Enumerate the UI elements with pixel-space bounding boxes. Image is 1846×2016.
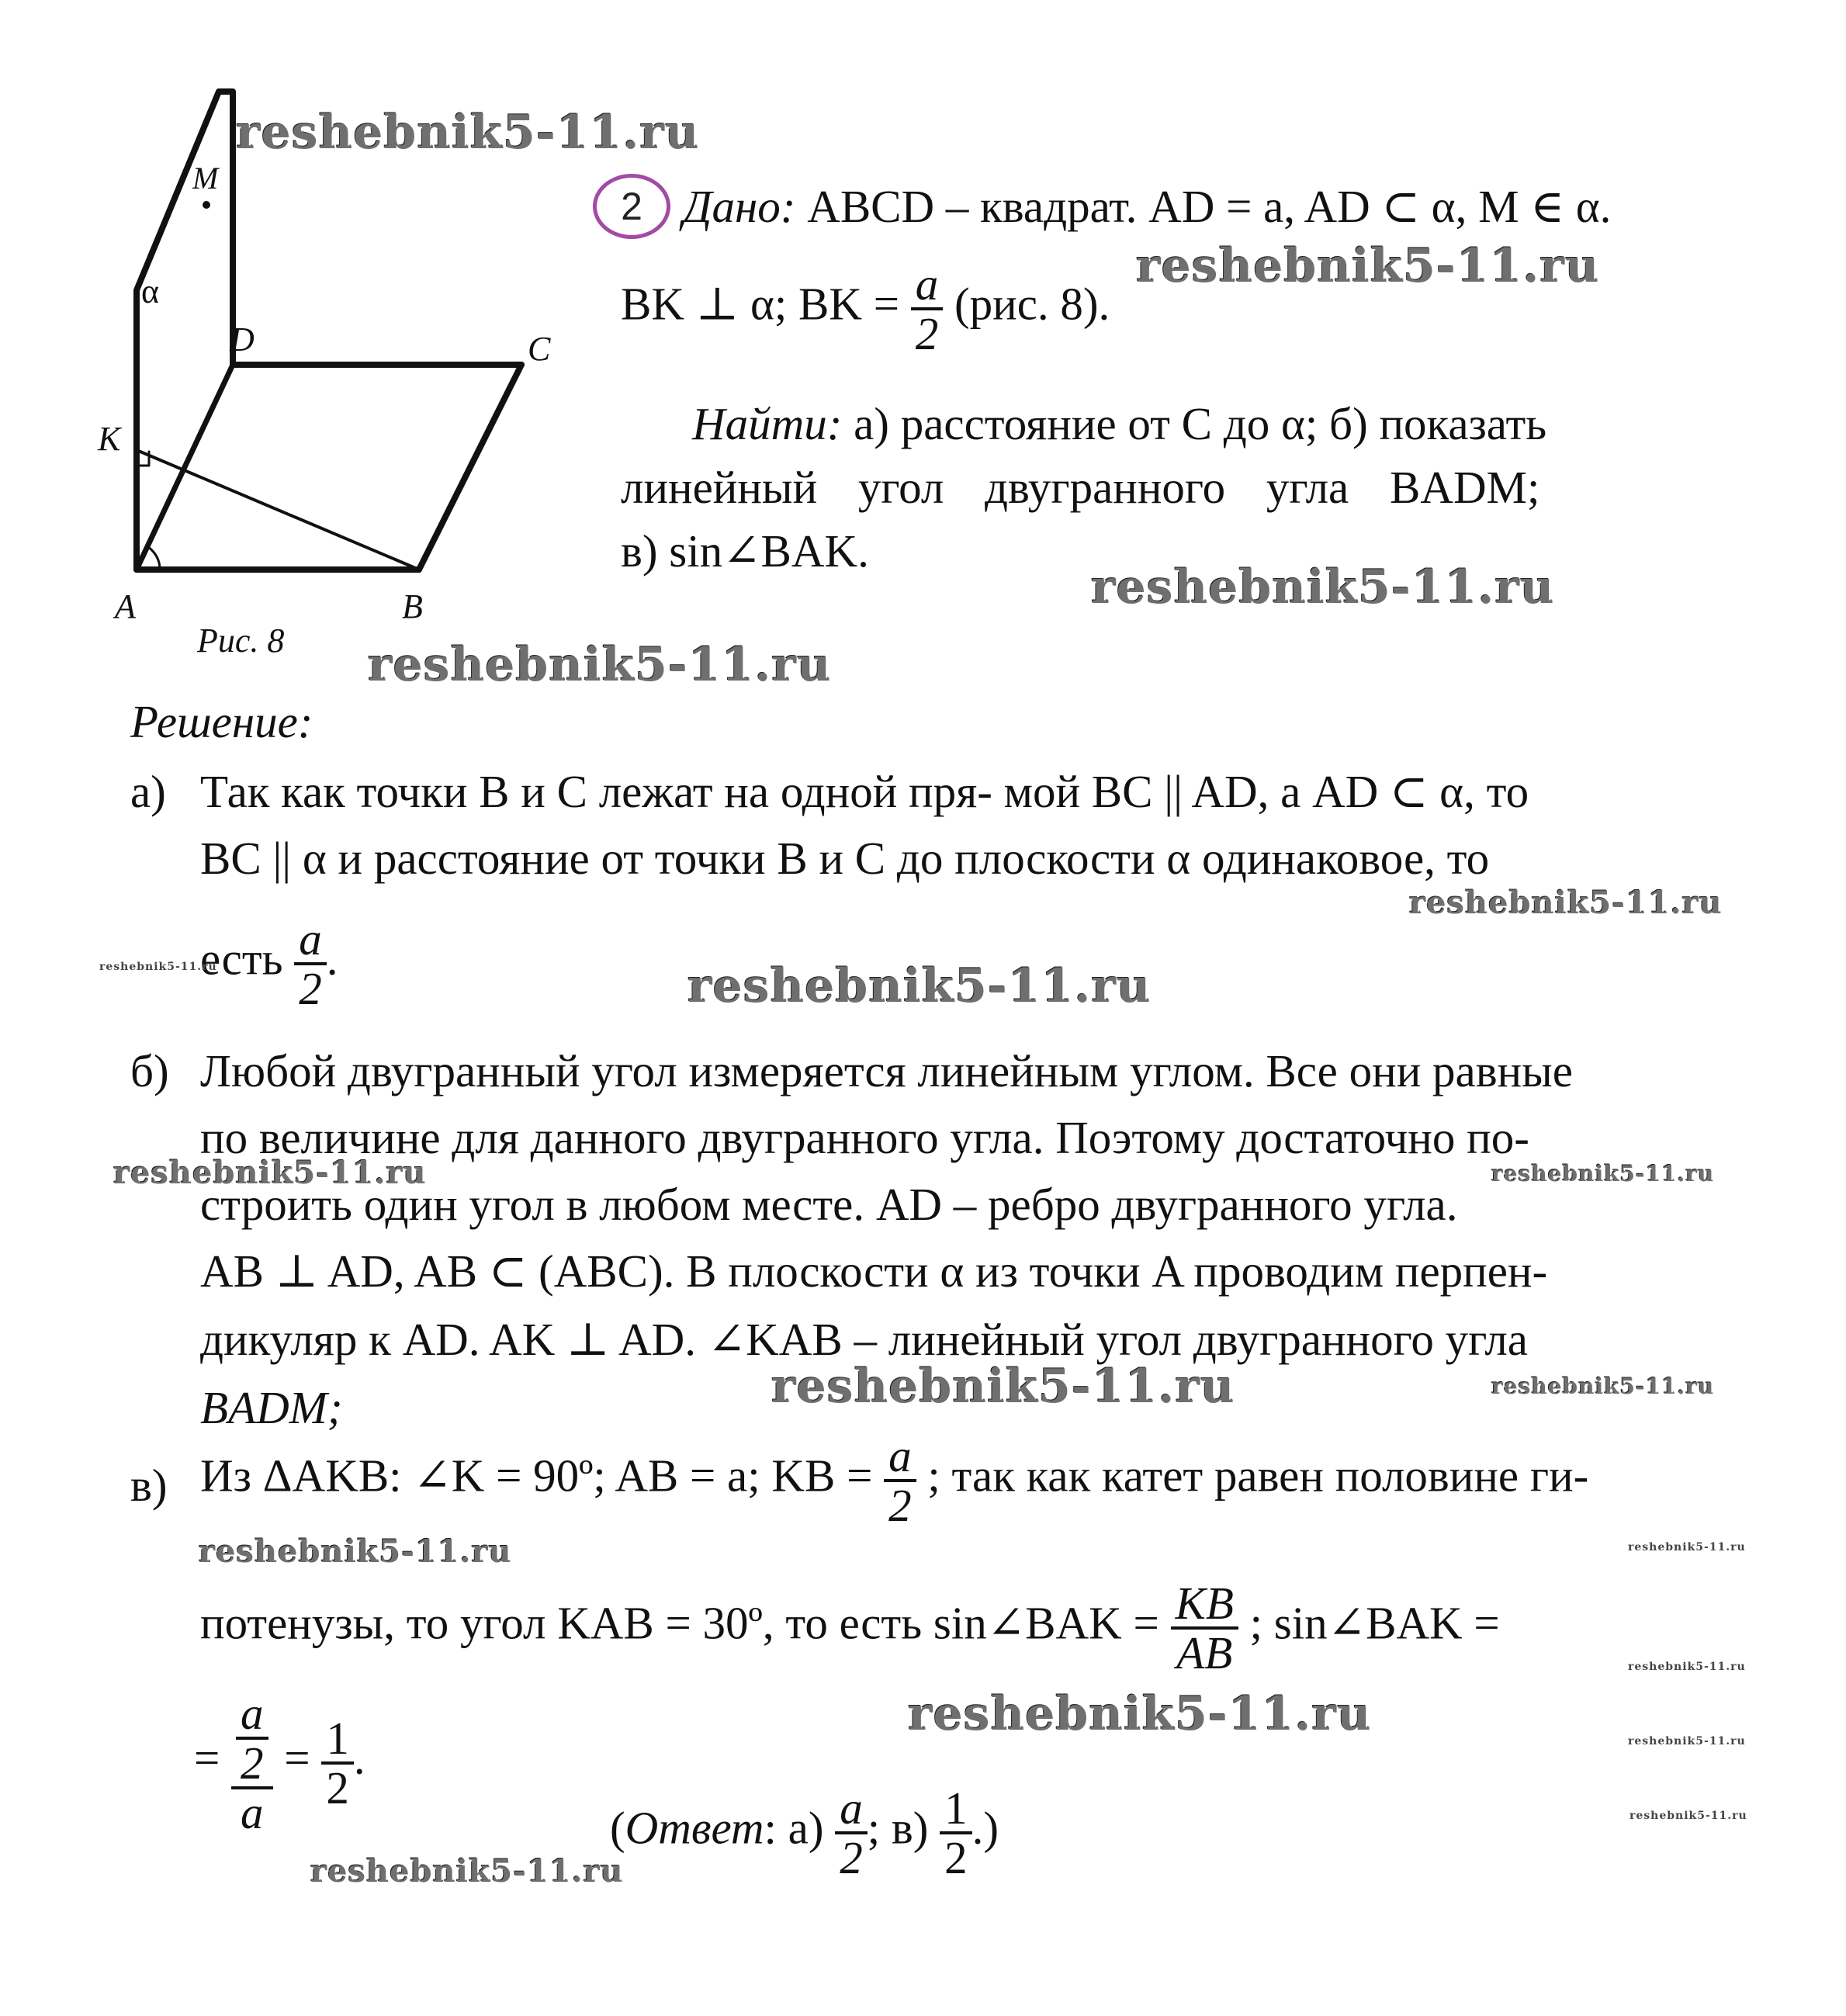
solution-c-frac1-num: a (884, 1432, 916, 1482)
problem-number: 2 (621, 185, 642, 228)
answer-a-num: a (835, 1785, 868, 1834)
watermark: reshebnik5-11.ru (1409, 885, 1723, 921)
solution-b-marker: б) (130, 1045, 169, 1096)
solution-c-text-2a: потенузы, то угол KAB = 30º, то есть sin∠BAK = (200, 1597, 1159, 1649)
find-text-3: в) sin∠BAK. (621, 525, 869, 577)
solution-a-line-3: есть $\frac{a}{2}$ . (200, 913, 338, 1014)
solution-c-result-fraction (321, 1715, 354, 1811)
solution-c-line-1 (200, 1432, 1588, 1529)
watermark: reshebnik5-11.ru (1491, 1161, 1715, 1186)
find-text-1: а) расстояние от C до α; б) показать (854, 398, 1547, 449)
solution-c-inner-fraction (236, 1688, 268, 1789)
answer-a-den: 2 (840, 1832, 863, 1883)
solution-c-marker: в) (130, 1460, 168, 1511)
watermark: reshebnik5-11.ru (368, 638, 832, 692)
solution-c-text-1b: ; так как катет равен половине ги- (927, 1450, 1589, 1502)
solution-c-eq1: = (194, 1732, 220, 1784)
label-K: K (98, 420, 121, 458)
watermark: reshebnik5-11.ru (1628, 1735, 1746, 1748)
given-label: Дано: (683, 181, 796, 232)
solution-a-frac-num: a (294, 916, 327, 965)
find-label: Найти: (692, 398, 843, 449)
answer-label: Ответ (625, 1802, 764, 1854)
given-line-1 (683, 183, 1730, 230)
solution-c-line-2 (200, 1580, 1500, 1676)
find-line-1 (692, 400, 1546, 447)
solution-b-line-2: по величине для данного двугранного угла. Поэтому достаточно по- (200, 1112, 1529, 1163)
find-text-2: линейный угол двугранного угла BADM; (621, 462, 1540, 513)
solution-b-line-3: строить один угол в любом месте. AD – ребро двугранного угла. (200, 1179, 1458, 1230)
segment-KB (137, 450, 419, 570)
angle-arc-A (147, 546, 160, 570)
watermark: reshebnik5-11.ru (687, 959, 1152, 1013)
watermark: reshebnik5-11.ru (1491, 1373, 1715, 1399)
problem-number-badge (593, 174, 670, 239)
solution-c-compound-num (231, 1690, 273, 1789)
label-A: A (115, 587, 136, 625)
answer-open: ( (610, 1802, 625, 1854)
watermark: reshebnik5-11.ru (199, 1533, 512, 1570)
solution-c-inner-num: a (236, 1690, 268, 1740)
label-M: M (192, 161, 219, 196)
solution-c-frac1-den: 2 (888, 1480, 912, 1531)
solution-c-frac2-den: AB (1176, 1627, 1233, 1678)
watermark: reshebnik5-11.ru (310, 1853, 624, 1890)
solution-c-line-3: = $\frac{\frac{a}{2}}{a}$ = $\frac{1}{2}$ . (194, 1688, 365, 1838)
answer-b-fraction (940, 1782, 972, 1883)
answer-b-label: ; в) (867, 1802, 929, 1854)
edge-CB (419, 365, 521, 570)
point-M (203, 201, 210, 209)
watermark: reshebnik5-11.ru (908, 1687, 1372, 1741)
solution-c-eq2: = (284, 1732, 310, 1784)
given-text-2b: (рис. 8). (954, 278, 1110, 330)
solution-a-est: есть (200, 933, 283, 985)
solution-heading: Решение: (130, 696, 313, 747)
solution-c-frac2-num: KB (1171, 1580, 1238, 1630)
watermark: reshebnik5-11.ru (236, 106, 700, 160)
label-D: D (230, 320, 255, 359)
solution-c-result-den: 2 (326, 1762, 349, 1813)
label-alpha: α (141, 272, 160, 310)
answer-b-num: 1 (940, 1785, 972, 1834)
solution-c-fraction-2 (1171, 1580, 1238, 1676)
solution-a-line-1: Так как точки B и C лежат на одной пря- мой BC || AD, а AD ⊂ α, то (200, 766, 1529, 817)
watermark: reshebnik5-11.ru (1630, 1810, 1747, 1822)
solution-c-fraction-1 (884, 1432, 916, 1529)
find-line-3 (621, 525, 869, 577)
solution-a-marker: а) (130, 766, 166, 817)
edge-AD (137, 365, 233, 570)
label-C: C (528, 330, 551, 368)
given-text-2a: BK ⊥ α; BK = (621, 278, 899, 330)
given-fraction (911, 258, 944, 359)
given-frac-den: 2 (915, 308, 939, 359)
figure-caption: Рис. 8 (197, 622, 285, 660)
solution-c-result-num: 1 (321, 1715, 354, 1765)
given-line-2 (621, 258, 1110, 359)
given-frac-num: a (911, 261, 944, 310)
solution-a-fraction (294, 913, 327, 1014)
solution-c-text-1a: Из ΔAKB: ∠K = 90º; AB = a; KB = (200, 1450, 873, 1502)
solution-b-line-1: Любой двугранный угол измеряется линейным углом. Все они равные (200, 1045, 1573, 1096)
answer (610, 1782, 999, 1883)
watermark: reshebnik5-11.ru (1628, 1661, 1746, 1673)
solution-c-compound-den: a (241, 1787, 264, 1838)
given-text-1: ABCD – квадрат. AD = a, AD ⊂ α, M ∈ α. (807, 181, 1612, 232)
answer-a-fraction (835, 1782, 868, 1883)
label-B: B (402, 587, 423, 625)
watermark: reshebnik5-11.ru (1091, 560, 1555, 615)
answer-a-label: : а) (764, 1802, 824, 1854)
watermark: reshebnik5-11.ru (1628, 1541, 1746, 1554)
answer-b-den: 2 (944, 1832, 968, 1883)
solution-b-line-5: дикуляр к AD. AK ⊥ AD. ∠KAB – линейный угол двугранного угла (200, 1314, 1528, 1365)
solution-a-frac-den: 2 (299, 963, 322, 1014)
geometry-figure (0, 0, 590, 667)
solution-c-text-2b: ; sin∠BAK = (1249, 1597, 1500, 1649)
find-line-2 (621, 464, 1539, 511)
watermark: reshebnik5-11.ru (99, 961, 217, 973)
solution-a-line-2: BC || α и расстояние от точки B и C до плоскости α одинаковое, то (200, 833, 1490, 884)
solution-c-inner-den: 2 (241, 1737, 264, 1789)
watermark: reshebnik5-11.ru (771, 1360, 1235, 1414)
solution-c-compound-fraction (231, 1690, 273, 1836)
solution-b-line-4: AB ⊥ AD, AB ⊂ (ABC). В плоскости α из точки A проводим перпен- (200, 1245, 1548, 1297)
solution-b-line-6: BADM; (200, 1382, 343, 1433)
watermark: reshebnik5-11.ru (113, 1155, 427, 1191)
plane-alpha-edge (137, 92, 233, 570)
answer-close: .) (971, 1802, 999, 1854)
watermark: reshebnik5-11.ru (1136, 239, 1600, 293)
